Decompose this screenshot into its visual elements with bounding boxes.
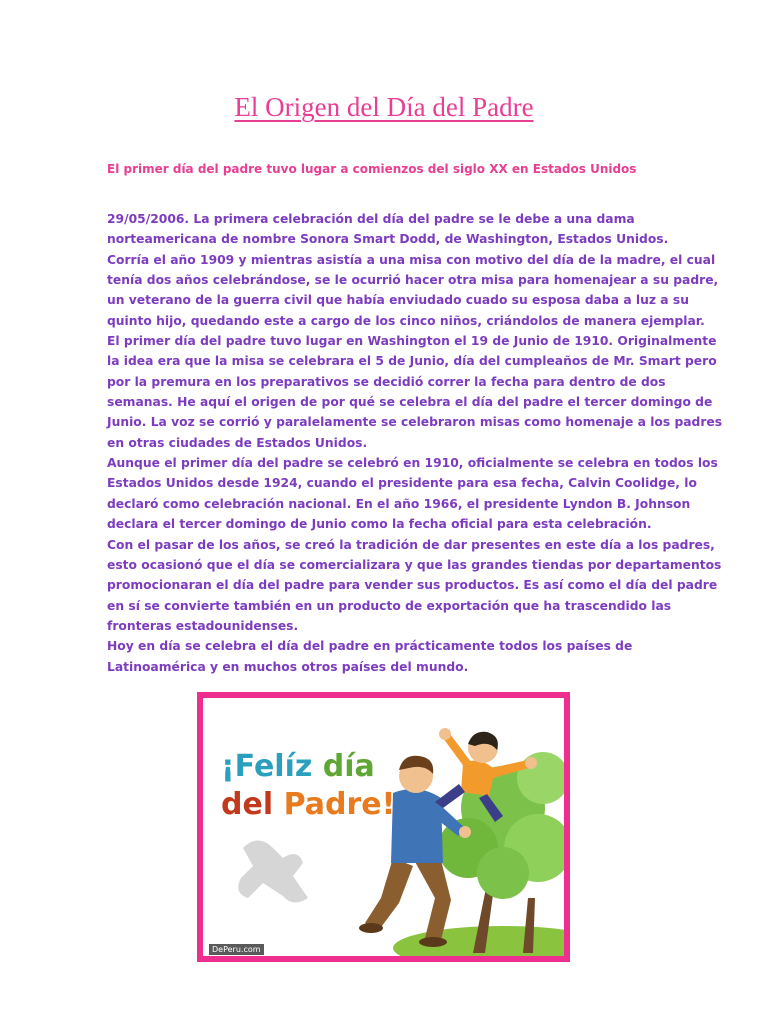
body-line: Estados Unidos desde 1924, cuando el presidente para esa fecha, Calvin Coolidge, lo (107, 476, 697, 491)
father-shoe (419, 937, 447, 947)
body-line: fronteras estadounidenses. (107, 618, 299, 633)
body-line: Corría el año 1909 y mientras asistía a una misa con motivo del día de la madre, el cual (107, 252, 716, 267)
watermark: DePeru.com (209, 944, 264, 955)
body-line: declara el tercer domingo de Junio como la fecha oficial para esta celebración. (107, 517, 652, 532)
card-greeting-dia: día (322, 749, 375, 784)
page-title: El Origen del Día del Padre (234, 92, 534, 122)
body-line: un veterano de la guerra civil que había enviudado cuado su esposa daba a luz a su (107, 293, 689, 308)
body-paragraphs (107, 209, 723, 677)
child-hand (525, 757, 537, 769)
body-line: 29/05/2006. La primera celebración del día del padre se le debe a una dama (107, 212, 635, 226)
body-line: por la premura en los preparativos se decidió correr la fecha para dentro de dos (107, 374, 666, 389)
body-line: declaró como celebración nacional. En el año 1966, el presidente Lyndon B. Johnson (107, 496, 691, 511)
father-leg (365, 858, 413, 930)
subtitle: El primer día del padre tuvo lugar a comienzos del siglo XX en Estados Unidos (107, 162, 637, 176)
body-line: en sí se convierte también en un producto de exportación que ha trascendido las (107, 598, 672, 613)
body-line: la idea era que la misa se celebrara el 5 de Junio, día del cumpleaños de Mr. Smart pero (107, 354, 717, 369)
father-shoe (359, 923, 383, 933)
child-hand (439, 728, 451, 740)
fathers-day-card-image (197, 692, 570, 962)
father-shirt (391, 789, 443, 863)
body-line: esto ocasionó que el día se comercializara y que las grandes tiendas por departamentos (107, 557, 722, 572)
body-line: semanas. He aquí el origen de por qué se celebra el día del padre el tercer domingo de (107, 395, 713, 410)
card-greeting-line2 (221, 786, 395, 824)
body-line: Con el pasar de los años, se creó la tradición de dar presentes en este día a los padres, (107, 537, 715, 552)
card-greeting-del: del (221, 787, 284, 822)
tree-trunk (523, 898, 535, 953)
child-leg (435, 784, 465, 808)
body-line: en otras ciudades de Estados Unidos. (107, 435, 368, 450)
body-line: Hoy en día se celebra el día del padre en prácticamente todos los países de (107, 639, 633, 654)
tree-foliage (477, 847, 529, 899)
card-illustration (203, 698, 564, 956)
body-line: promocionaran el día del padre para vender sus productos. Es así como el día del padre (107, 578, 718, 593)
body-line: tenía dos años celebrándose, se le ocurrió hacer otra misa para homenajear a su padre, (107, 273, 719, 288)
body-line: norteamericana de nombre Sonora Smart Dodd, de Washington, Estados Unidos. (107, 232, 669, 247)
body-line: Junio. La voz se corrió y paralelamente se celebraron misas como homenaje a los padres (107, 415, 723, 430)
card-greeting (221, 748, 395, 824)
card-greeting-felz: ¡Felíz (221, 749, 323, 784)
body-line: quinto hijo, quedando este a cargo de los cinco niños, criándolos de manera ejemplar. (107, 313, 705, 328)
body-line: Aunque el primer día del padre se celebró en 1910, oficialmente se celebra en todos los (107, 456, 718, 471)
card-greeting-line1 (221, 748, 395, 786)
father-hand (459, 826, 471, 838)
card-greeting-padre: Padre! (283, 787, 396, 822)
body-line: El primer día del padre tuvo lugar en Washington el 19 de Junio de 1910. Originalmente (107, 334, 717, 349)
father-leg (413, 858, 451, 940)
body-line: Latinoamérica y en muchos otros países del mundo. (107, 659, 469, 674)
shadow-silhouette (238, 841, 308, 903)
